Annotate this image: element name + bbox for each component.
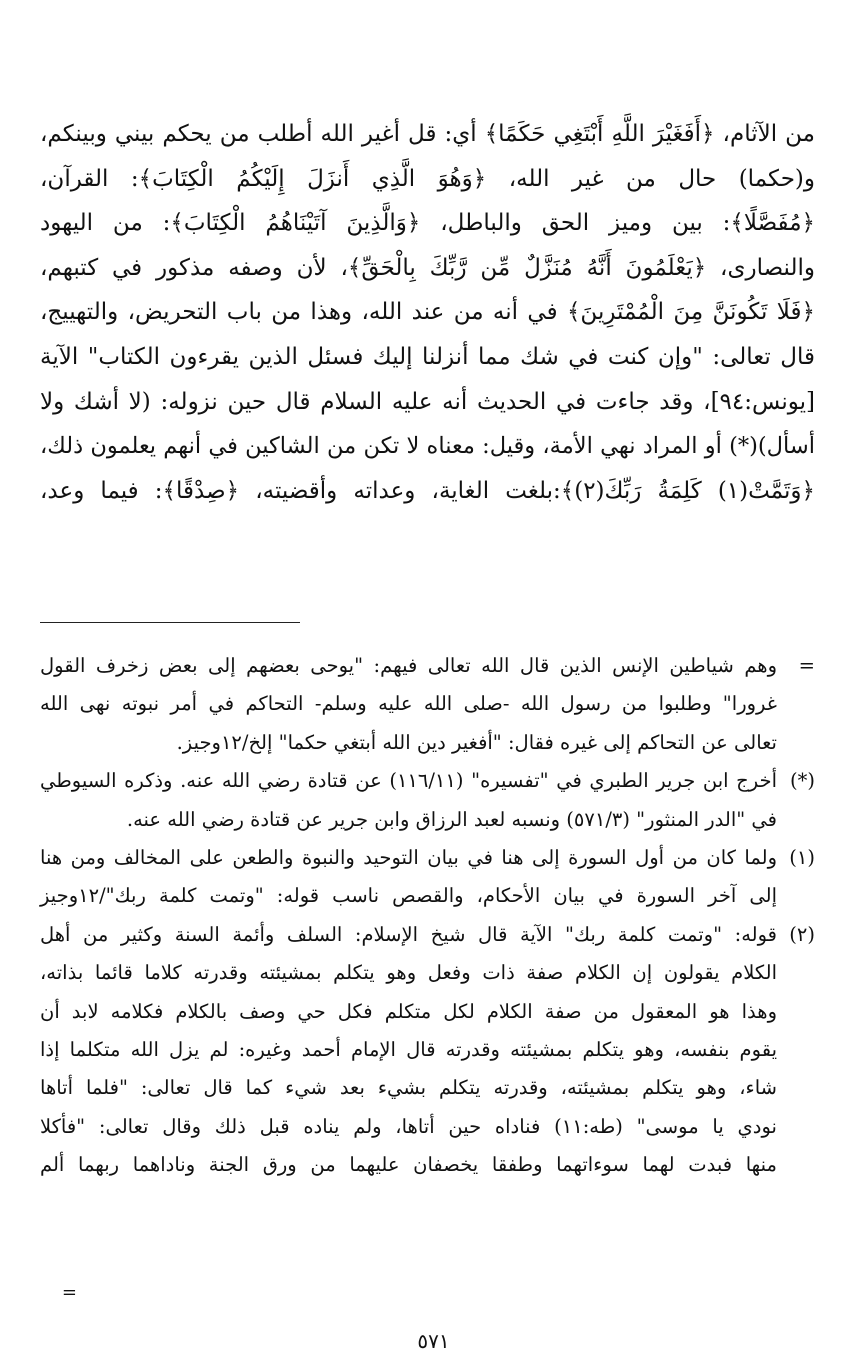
footnote-line: ولما كان من أول السورة إلى هنا في بيان التوحيد والنبوة والطعن على المخالف ومن هنا (40, 846, 777, 870)
footnote-line: يقوم بنفسه، وهو يتكلم بمشيئته وقدرته قال الإمام أحمد وغيره: لم يزل الله متكلما إذا (40, 1038, 777, 1062)
footnote-line: نودي يا موسى" (طه:١١) فناداه حين أتاها، ولم يناده قبل ذلك وقال تعالى: "فأكلا (40, 1114, 777, 1138)
main-line: من الآثام، ﴿أَفَغَيْرَ اللَّهِ أَبْتَغِي حَكَمًا﴾ أي: قل أغير الله أطلب من يحكم بيني وبينكم، (40, 121, 815, 147)
main-line: والنصارى، ﴿يَعْلَمُونَ أَنَّهُ مُنَزَّلٌ مِّن رَّبِّكَ بِالْحَقِّ﴾، لأن وصفه مذكور في كتبهم، (40, 254, 815, 281)
footnote-marker: = (798, 654, 815, 677)
footnote-body (40, 839, 777, 916)
main-line: ﴿وَتَمَّتْ(١) كَلِمَةُ رَبِّكَ(٢)﴾:بلغت الغاية، وعداته وأقضيته، ﴿صِدْقًا﴾: فيما وعد، (40, 477, 815, 504)
footnote-line: قوله: "وتمت كلمة ربك" الآية قال شيخ الإسلام: السلف وأئمة السنة وكثير من أهل (40, 922, 777, 946)
footnote-line: الكلام يقولون إن الكلام صفة ذات وفعل وهو يتكلم بمشيئته وقدرته كلاما قائما بذاته، (40, 961, 777, 985)
footnote-line: منها فبدت لهما سوءاتهما وطفقا يخصفان عليهما من ورق الجنة وناداهما ربهما ألم (40, 1153, 777, 1177)
main-line: قال تعالى: "وإن كنت في شك مما أنزلنا إليك فسئل الذين يقرءون الكتاب" الآية (40, 343, 815, 370)
footnote-line: وهذا هو المعقول من صفة الكلام لكل متكلم فكل حي وصف بالكلام فكلامه لابد أن (40, 999, 777, 1023)
footnote-1 (40, 839, 815, 916)
footnote-line: غرورا" وطلبوا من رسول الله -صلى الله عليه وسلم- التحاكم في أمر نبوته نهى الله (40, 692, 777, 716)
footnote-2 (40, 916, 815, 1185)
footnote-star (40, 762, 815, 839)
main-line: ﴿مُفَصَّلًا﴾: بين وميز الحق والباطل، ﴿وَالَّذِينَ آتَيْنَاهُمُ الْكِتَابَ﴾: من اليهود (40, 210, 815, 237)
continuation-mark: = (61, 1282, 77, 1303)
footnote-body (40, 916, 777, 1185)
book-page (40, 112, 815, 1367)
footnote-body (40, 762, 777, 839)
footnote-line: إلى آخر السورة في بيان الأحكام، والقصص ناسب قوله: "وتمت كلمة ربك"/١٢وجيز (40, 884, 777, 908)
footnotes (40, 647, 815, 1185)
footnote-line: تعالى عن التحاكم إلى غيره فقال: "أفغير دين الله أبتغي حكما" إلخ/١٢وجيز. (176, 730, 777, 754)
footnote-line: في "الدر المنثور" (٥٧١/٣) ونسبه لعبد الرزاق وابن جرير عن قتادة رضي الله عنه. (126, 807, 777, 831)
footnote-continued (40, 647, 815, 762)
main-line: [يونس:٩٤]، وقد جاءت في الحديث أنه عليه السلام قال حين نزوله: (لا أشك ولا (40, 388, 815, 415)
main-line: و(حكما) حال من غير الله، ﴿وَهُوَ الَّذِي أَنزَلَ إِلَيْكُمُ الْكِتَابَ﴾: القرآن، (40, 165, 815, 192)
main-text (40, 112, 815, 513)
footnote-body (40, 647, 777, 762)
footnote-line: وهم شياطين الإنس الذين قال الله تعالى فيهم: "يوحى بعضهم إلى بعض زخرف القول (40, 654, 777, 677)
footnote-separator (40, 622, 300, 623)
main-line: أسأل)(*) أو المراد نهي الأمة، وقيل: معناه لا تكن من الشاكين في أنهم يعلمون ذلك، (40, 433, 815, 460)
footnote-line: شاء، وهو يتكلم بمشيئته، وقدرته يتكلم بشيء بعد شيء كما قال تعالى: "فلما أتاها (40, 1076, 777, 1100)
footnote-marker: (١) (789, 846, 815, 870)
page-number: ٥٧١ (417, 1329, 450, 1353)
footnote-marker: (*) (790, 769, 815, 793)
main-line: ﴿فَلَا تَكُونَنَّ مِنَ الْمُمْتَرِينَ﴾ في أنه من عند الله، وهذا من باب التحريض، والتهييج، (40, 299, 815, 326)
footnote-line: أخرج ابن جرير الطبري في "تفسيره" (١١٦/١١) عن قتادة رضي الله عنه. وذكره السيوطي (40, 769, 777, 793)
footnote-marker: (٢) (789, 922, 815, 946)
